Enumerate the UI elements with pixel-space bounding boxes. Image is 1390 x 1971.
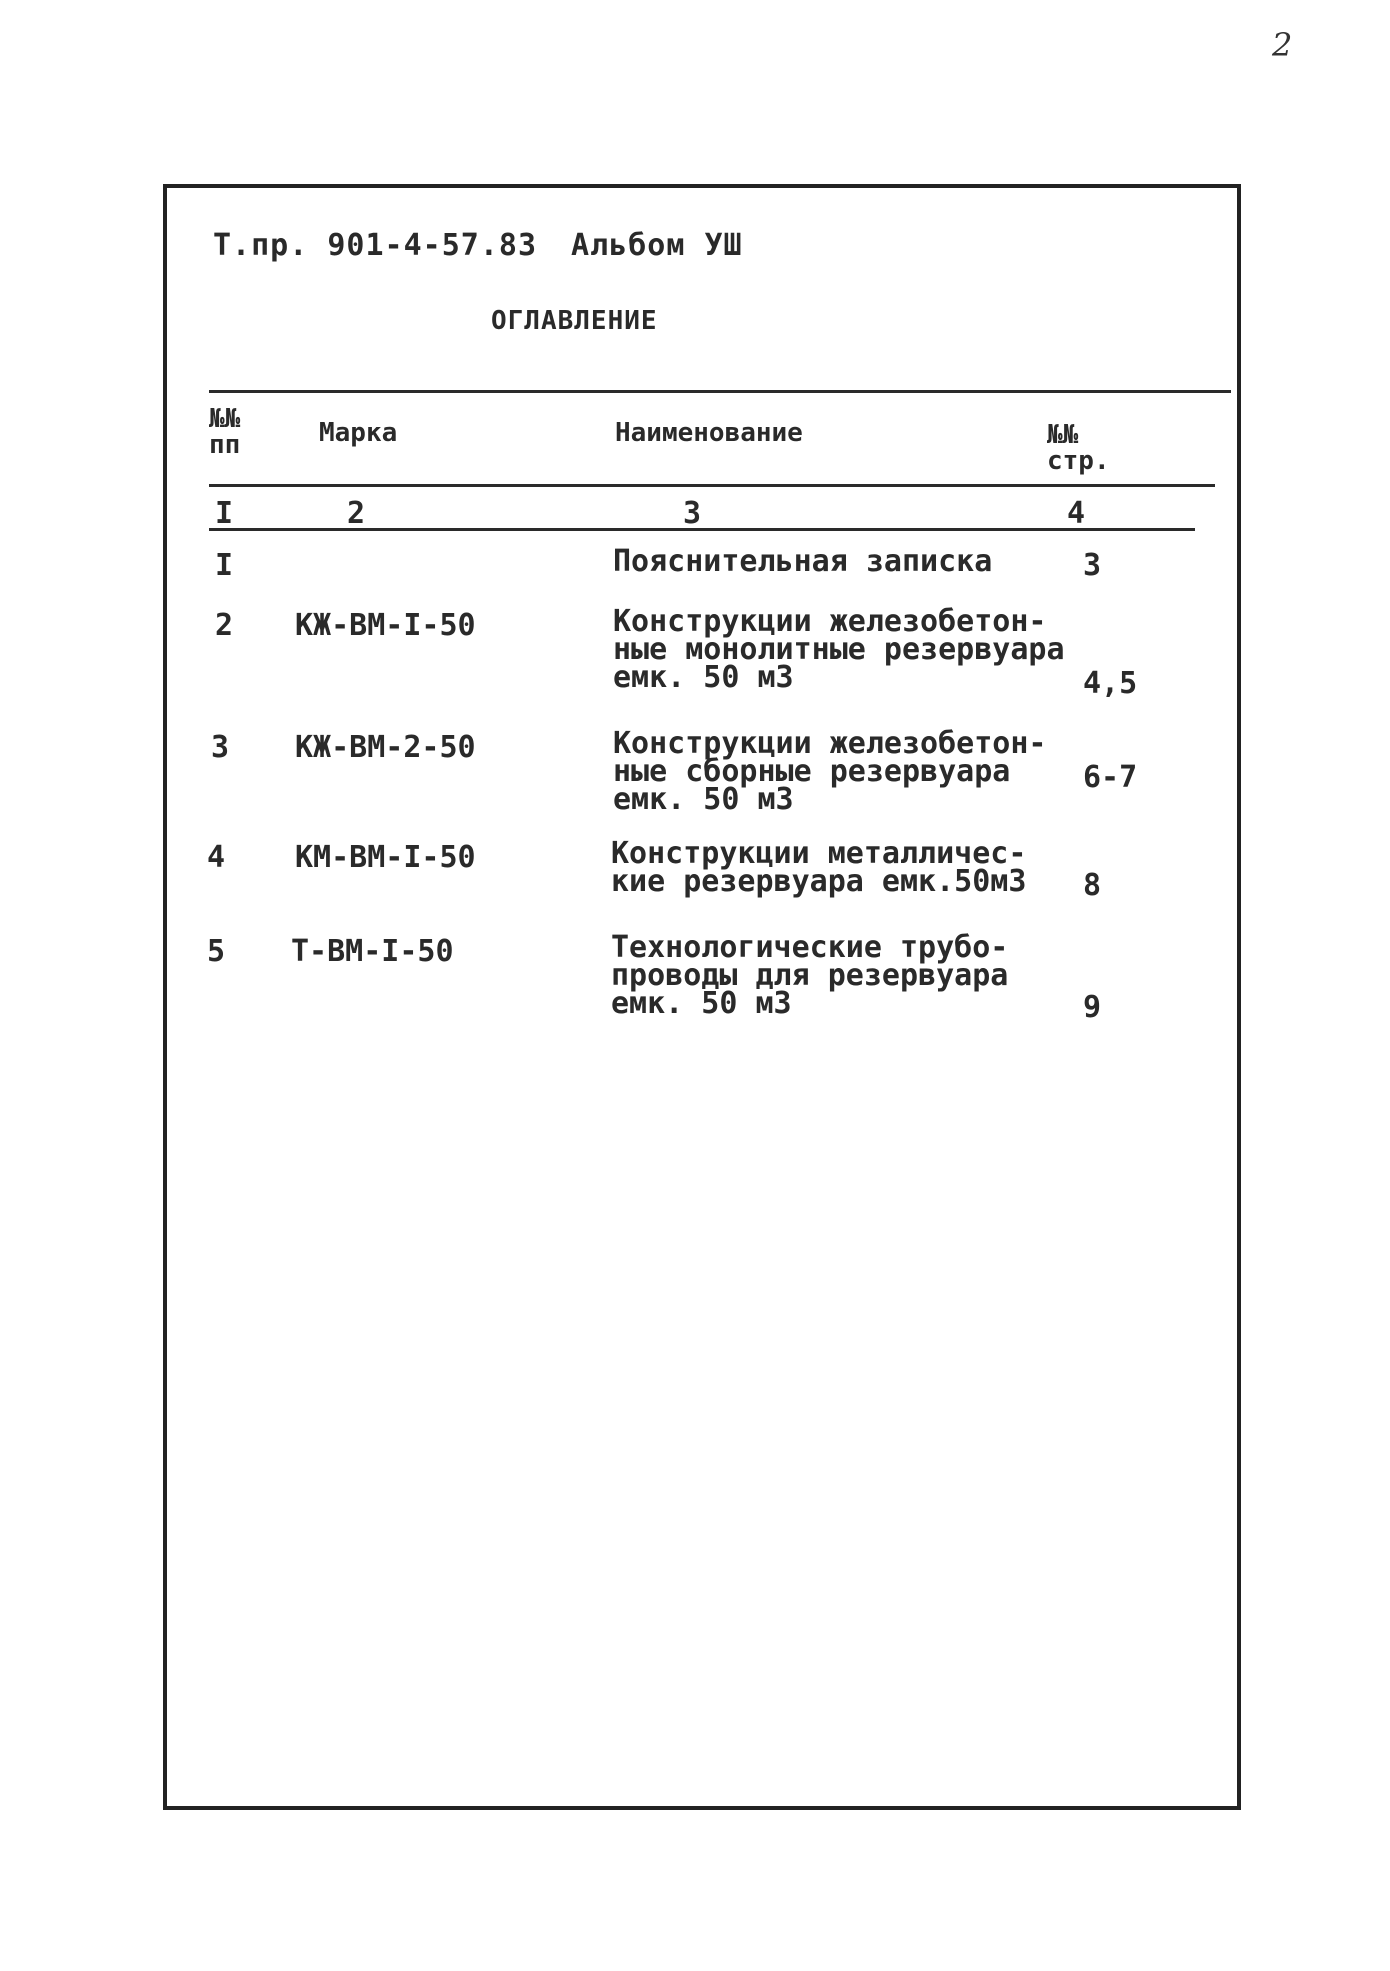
row-mark: КЖ-ВМ-I-50 bbox=[295, 608, 476, 643]
page-number: 2 bbox=[1272, 26, 1293, 64]
column-header-mark: Марка bbox=[319, 418, 398, 448]
row-mark: Т-ВМ-I-50 bbox=[291, 934, 454, 969]
toc-title: ОГЛАВЛЕНИЕ bbox=[491, 306, 658, 336]
album-label: Альбом УШ bbox=[571, 228, 743, 263]
row-mark: КМ-ВМ-I-50 bbox=[295, 840, 476, 875]
column-number-4: 4 bbox=[1067, 496, 1086, 531]
row-number: 4 bbox=[207, 840, 226, 875]
document-code: Т.пр. 901-4-57.83 bbox=[213, 228, 538, 263]
document-frame bbox=[163, 184, 1241, 1810]
row-mark: КЖ-ВМ-2-50 bbox=[295, 730, 476, 765]
row-page: 9 bbox=[1083, 990, 1102, 1025]
header-bottom-rule bbox=[209, 484, 1215, 487]
column-number-1: I bbox=[215, 496, 234, 531]
row-number: I bbox=[215, 548, 234, 583]
row-page: 8 bbox=[1083, 868, 1102, 903]
column-header-number: №№ пп bbox=[209, 404, 241, 460]
document-code-line bbox=[213, 228, 743, 263]
row-name: Технологические трубо- проводы для резервуара емк. 50 м3 bbox=[611, 930, 1009, 1021]
row-page: 4,5 bbox=[1083, 666, 1138, 701]
column-header-page: №№ стр. bbox=[1047, 420, 1110, 476]
column-number-rule bbox=[209, 528, 1195, 531]
row-page: 6-7 bbox=[1083, 760, 1138, 795]
row-number: 5 bbox=[207, 934, 226, 969]
row-name: Конструкции металличес- кие резервуара емк.50м3 bbox=[611, 836, 1027, 899]
column-number-2: 2 bbox=[347, 496, 366, 531]
row-name: Конструкции железобетон- ные монолитные резервуара емк. 50 м3 bbox=[613, 604, 1065, 695]
row-number: 2 bbox=[215, 608, 234, 643]
table-top-rule bbox=[209, 390, 1231, 393]
row-number: 3 bbox=[211, 730, 230, 765]
row-page: 3 bbox=[1083, 548, 1102, 583]
row-name: Конструкции железобетон- ные сборные резервуара емк. 50 м3 bbox=[613, 726, 1047, 817]
column-header-name: Наименование bbox=[615, 418, 803, 448]
row-name: Пояснительная записка bbox=[613, 544, 993, 579]
column-number-3: 3 bbox=[683, 496, 702, 531]
